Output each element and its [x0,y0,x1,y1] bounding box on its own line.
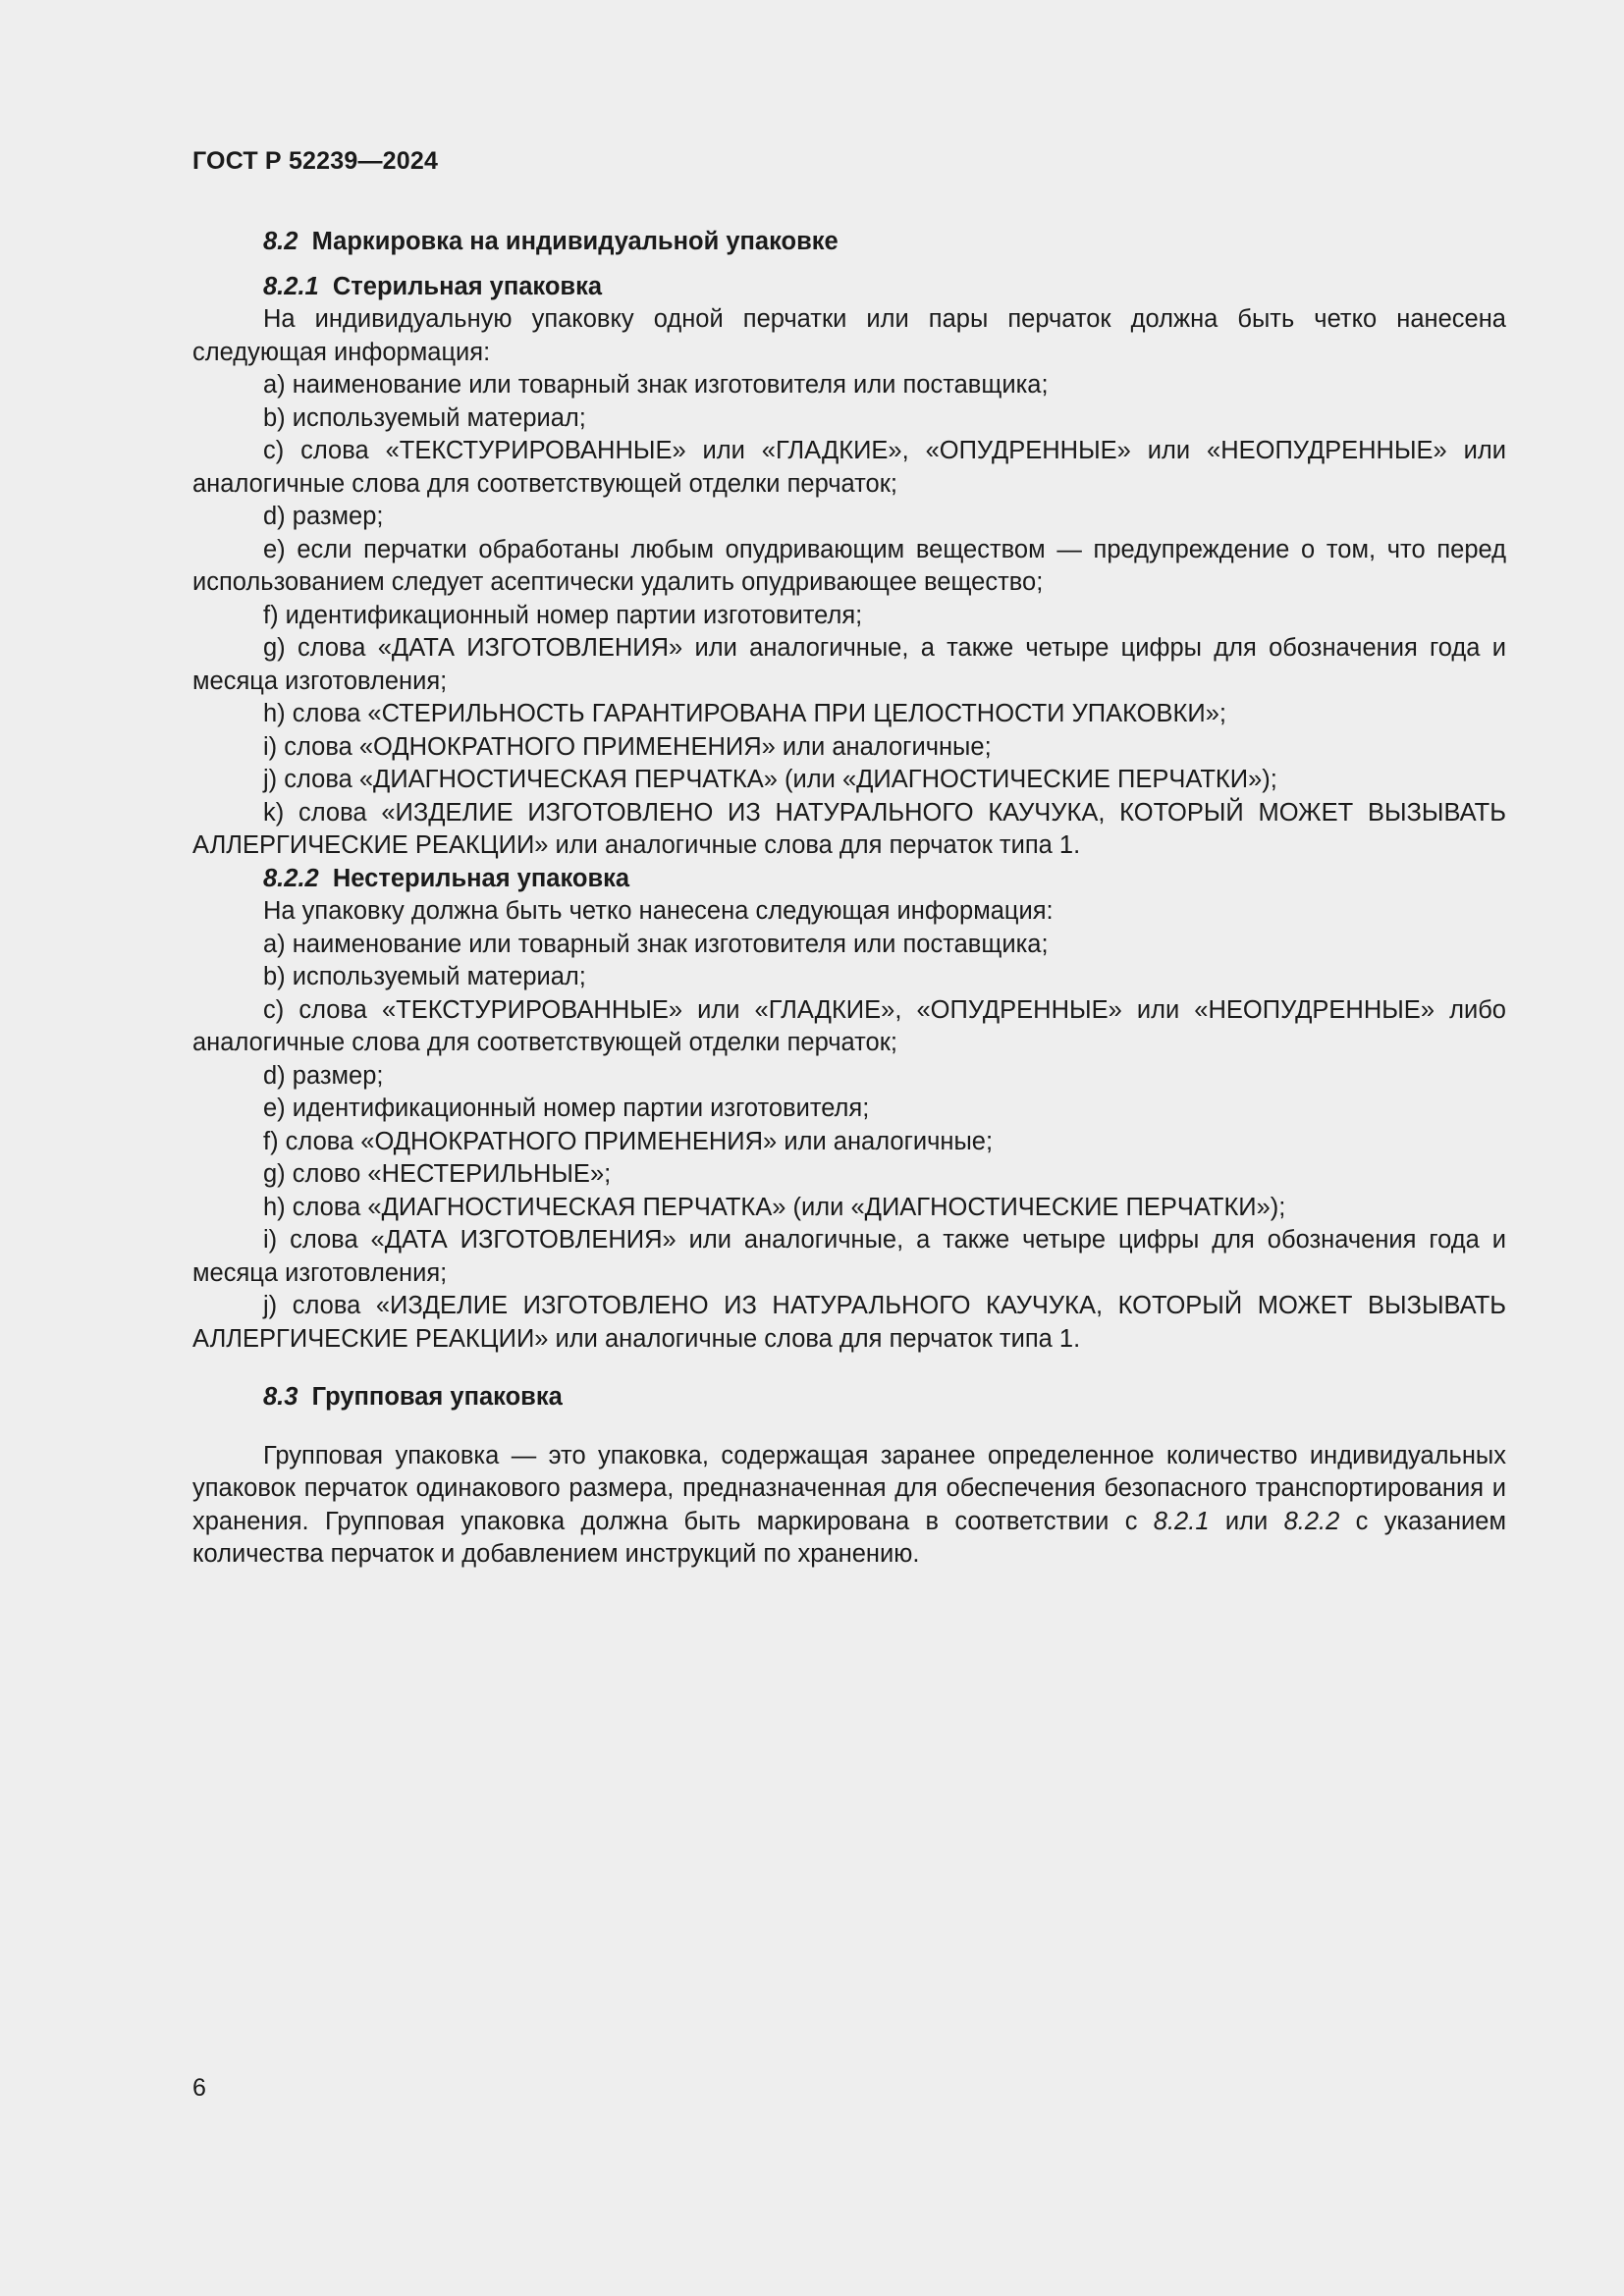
paragraph-text: Групповая упаковка — это упаковка, содержащая заранее определенное количество индивидуальных упаковок перчаток одинакового размера, предназначенная для обеспечения безопасного транспортирования и хранения. Групповая упаковка должна быть маркирована в соответствии с [192,1441,1506,1535]
list-item: c) слова «ТЕКСТУРИРОВАННЫЕ» или «ГЛАДКИЕ», «ОПУДРЕННЫЕ» или «НЕОПУДРЕННЫЕ» или аналогичные слова для соответствующей отделки перчаток; [192,437,1506,498]
list-item: f) слова «ОДНОКРАТНОГО ПРИМЕНЕНИЯ» или аналогичные; [263,1127,994,1155]
list-item: b) используемый материал; [263,963,586,990]
section-8-2-heading [192,226,1506,259]
list-item: e) идентификационный номер партии изготовителя; [263,1095,870,1122]
list-item: j) слова «ДИАГНОСТИЧЕСКАЯ ПЕРЧАТКА» (или «ДИАГНОСТИЧЕСКИЕ ПЕРЧАТКИ»); [263,766,1277,793]
paragraph [192,1440,1506,1572]
list-item: d) размер; [263,503,384,530]
list-item: i) слова «ДАТА ИЗГОТОВЛЕНИЯ» или аналогичные, а также четыре цифры для обозначения года и месяца изготовления; [192,1226,1506,1287]
page-number: 6 [192,2074,206,2102]
cross-reference: 8.2.1 [1153,1507,1210,1535]
section-title: Групповая упаковка [311,1383,563,1411]
section-number: 8.2.2 [263,864,319,892]
list-item: d) размер; [263,1061,384,1090]
list-item: e) если перчатки обработаны любым опудривающим веществом — предупреждение о том, что перед использованием следует асептически удалить опудривающее вещество; [192,535,1506,596]
paragraph: На индивидуальную упаковку одной перчатки или пары перчаток должна быть четко нанесена следующая информация: [192,305,1506,366]
list-item: h) слова «СТЕРИЛЬНОСТЬ ГАРАНТИРОВАНА ПРИ ЦЕЛОСТНОСТИ УПАКОВКИ»; [263,700,1226,727]
list-item: i) слова «ОДНОКРАТНОГО ПРИМЕНЕНИЯ» или аналогичные; [263,732,992,761]
list-item: f) идентификационный номер партии изготовителя; [263,601,863,629]
list-item: g) слово «НЕСТЕРИЛЬНЫЕ»; [263,1160,612,1188]
cross-reference: 8.2.2 [1283,1507,1340,1535]
list-item: g) слова «ДАТА ИЗГОТОВЛЕНИЯ» или аналогичные, а также четыре цифры для обозначения года и месяца изготовления; [192,634,1506,695]
document-body [192,226,1506,1572]
section-number: 8.2 [263,228,298,255]
section-title: Маркировка на индивидуальной упаковке [311,228,839,255]
section-8-3-heading [192,1381,1506,1415]
list-item: k) слова «ИЗДЕЛИЕ ИЗГОТОВЛЕНО ИЗ НАТУРАЛЬНОГО КАУЧУКА, КОТОРЫЙ МОЖЕТ ВЫЗЫВАТЬ АЛЛЕРГИЧЕСКИЕ РЕАКЦИИ» или аналогичные слова для перчаток типа 1. [192,798,1506,859]
list-item: j) слова «ИЗДЕЛИЕ ИЗГОТОВЛЕНО ИЗ НАТУРАЛЬНОГО КАУЧУКА, КОТОРЫЙ МОЖЕТ ВЫЗЫВАТЬ АЛЛЕРГИЧЕСКИЕ РЕАКЦИИ» или аналогичные слова для перчаток типа 1. [192,1292,1506,1353]
list-item: h) слова «ДИАГНОСТИЧЕСКАЯ ПЕРЧАТКА» (или «ДИАГНОСТИЧЕСКИЕ ПЕРЧАТКИ»); [263,1193,1286,1221]
paragraph-text: с указанием количества перчаток и добавлением инструкций по хранению. [192,1507,1506,1568]
list-item: c) слова «ТЕКСТУРИРОВАННЫЕ» или «ГЛАДКИЕ», «ОПУДРЕННЫЕ» или «НЕОПУДРЕННЫЕ» либо аналогичные слова для соответствующей отделки перчаток; [192,995,1506,1056]
section-number: 8.2.1 [263,272,319,300]
paragraph-text: или [1209,1507,1284,1535]
section-number: 8.3 [263,1383,298,1411]
list-item: a) наименование или товарный знак изготовителя или поставщика; [263,930,1049,958]
section-title: Нестерильная упаковка [332,864,630,892]
section-title: Стерильная упаковка [332,272,603,300]
list-item: b) используемый материал; [263,403,586,432]
paragraph: На упаковку должна быть четко нанесена следующая информация: [263,897,1054,925]
section-8-2-1-heading [192,271,1506,304]
list-item: a) наименование или товарный знак изготовителя или поставщика; [263,371,1049,399]
section-8-2-2-heading [192,863,1506,896]
document-header: ГОСТ Р 52239—2024 [192,147,439,175]
